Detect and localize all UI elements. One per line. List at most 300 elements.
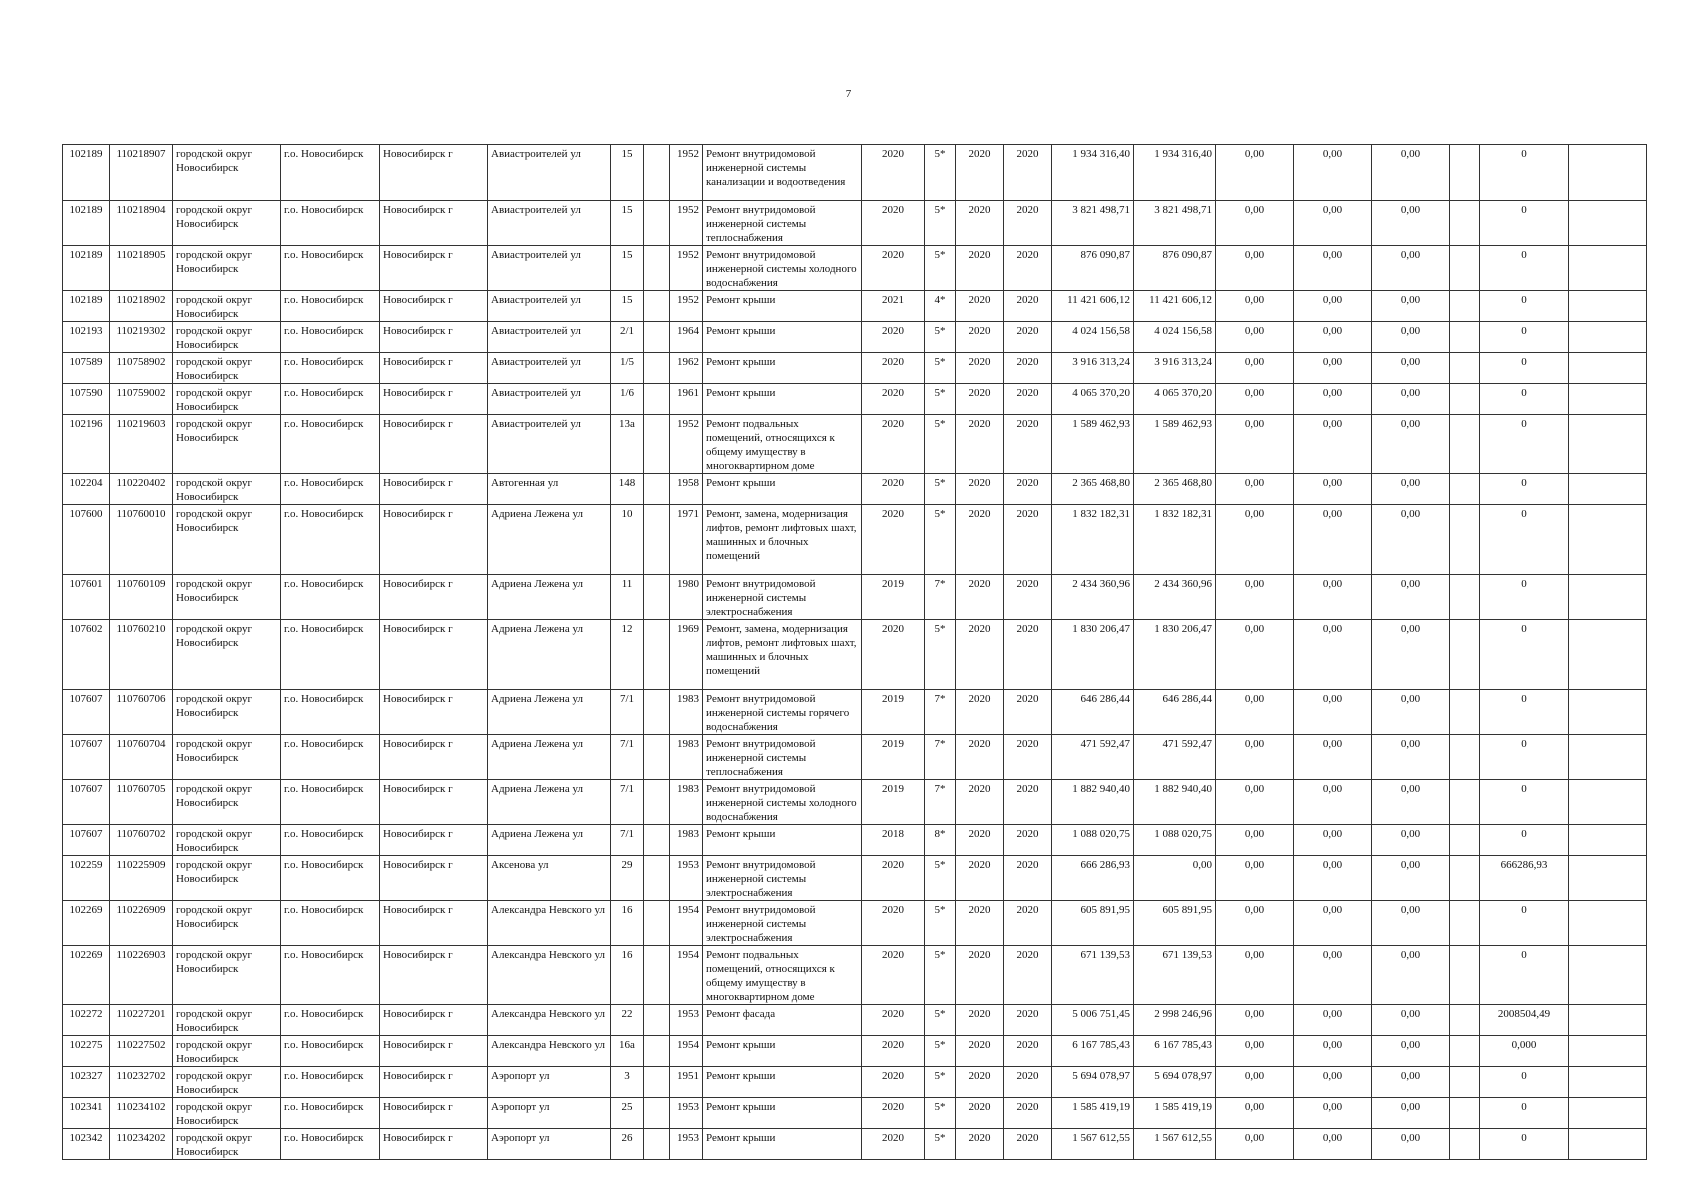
row-id-cell: 102189 bbox=[63, 201, 110, 246]
owner-funds-cell: 0,000 bbox=[1480, 1036, 1569, 1067]
object-code-cell: 110218907 bbox=[110, 145, 173, 201]
municipality-cell: г.о. Новосибирск bbox=[281, 575, 380, 620]
row-id-cell: 107590 bbox=[63, 384, 110, 415]
planned-year-cell: 2020 bbox=[862, 620, 925, 690]
federal-cost-cell: 0,00 bbox=[1216, 825, 1294, 856]
owner-funds-cell: 0 bbox=[1480, 201, 1569, 246]
municipality-cell: г.о. Новосибирск bbox=[281, 384, 380, 415]
municipality-cell: г.о. Новосибирск bbox=[281, 291, 380, 322]
building-cell bbox=[644, 201, 670, 246]
table-row bbox=[63, 1098, 1647, 1129]
house-number-cell: 1/5 bbox=[611, 353, 644, 384]
end-year-cell: 2020 bbox=[1004, 505, 1052, 575]
building-cell bbox=[644, 901, 670, 946]
building-cell bbox=[644, 780, 670, 825]
work-type-cell: Ремонт крыши bbox=[703, 1036, 862, 1067]
local-cost-cell: 0,00 bbox=[1372, 291, 1450, 322]
federal-cost-cell: 0,00 bbox=[1216, 1098, 1294, 1129]
object-code-cell: 110234202 bbox=[110, 1129, 173, 1160]
blank-cell bbox=[1450, 291, 1480, 322]
year-built-cell: 1952 bbox=[670, 246, 703, 291]
end-year-cell: 2020 bbox=[1004, 201, 1052, 246]
local-cost-cell: 0,00 bbox=[1372, 415, 1450, 474]
house-number-cell: 13а bbox=[611, 415, 644, 474]
municipality-cell: г.о. Новосибирск bbox=[281, 353, 380, 384]
local-cost-cell: 0,00 bbox=[1372, 946, 1450, 1005]
mark-cell: 7* bbox=[925, 780, 956, 825]
street-cell: Адриена Лежена ул bbox=[488, 575, 611, 620]
municipality-cell: г.о. Новосибирск bbox=[281, 735, 380, 780]
owner-funds-cell: 0 bbox=[1480, 291, 1569, 322]
house-number-cell: 148 bbox=[611, 474, 644, 505]
regional-cost-cell: 0,00 bbox=[1294, 246, 1372, 291]
owner-funds-cell: 2008504,49 bbox=[1480, 1005, 1569, 1036]
regional-cost-cell: 0,00 bbox=[1294, 505, 1372, 575]
municipality-cell: г.о. Новосибирск bbox=[281, 415, 380, 474]
row-id-cell: 102196 bbox=[63, 415, 110, 474]
blank-cell bbox=[1450, 415, 1480, 474]
object-code-cell: 110218904 bbox=[110, 201, 173, 246]
note-cell bbox=[1569, 1036, 1647, 1067]
year-built-cell: 1952 bbox=[670, 291, 703, 322]
federal-cost-cell: 0,00 bbox=[1216, 145, 1294, 201]
note-cell bbox=[1569, 856, 1647, 901]
district-cell: городской округ Новосибирск bbox=[173, 856, 281, 901]
blank-cell bbox=[1450, 1098, 1480, 1129]
local-cost-cell: 0,00 bbox=[1372, 1098, 1450, 1129]
planned-year-cell: 2020 bbox=[862, 474, 925, 505]
building-cell bbox=[644, 353, 670, 384]
end-year-cell: 2020 bbox=[1004, 1005, 1052, 1036]
blank-cell bbox=[1450, 1005, 1480, 1036]
federal-cost-cell: 0,00 bbox=[1216, 1036, 1294, 1067]
note-cell bbox=[1569, 322, 1647, 353]
blank-cell bbox=[1450, 1036, 1480, 1067]
end-year-cell: 2020 bbox=[1004, 1098, 1052, 1129]
blank-cell bbox=[1450, 575, 1480, 620]
federal-cost-cell: 0,00 bbox=[1216, 780, 1294, 825]
house-number-cell: 15 bbox=[611, 246, 644, 291]
row-id-cell: 107600 bbox=[63, 505, 110, 575]
municipality-cell: г.о. Новосибирск bbox=[281, 474, 380, 505]
street-cell: Аэропорт ул bbox=[488, 1098, 611, 1129]
end-year-cell: 2020 bbox=[1004, 474, 1052, 505]
fund-cost-cell: 1 882 940,40 bbox=[1134, 780, 1216, 825]
total-cost-cell: 3 821 498,71 bbox=[1052, 201, 1134, 246]
owner-funds-cell: 0 bbox=[1480, 620, 1569, 690]
mark-cell: 5* bbox=[925, 620, 956, 690]
note-cell bbox=[1569, 246, 1647, 291]
district-cell: городской округ Новосибирск bbox=[173, 946, 281, 1005]
regional-cost-cell: 0,00 bbox=[1294, 690, 1372, 735]
city-cell: Новосибирск г bbox=[380, 291, 488, 322]
blank-cell bbox=[1450, 353, 1480, 384]
owner-funds-cell: 0 bbox=[1480, 505, 1569, 575]
work-type-cell: Ремонт, замена, модернизация лифтов, ремонт лифтовых шахт, машинных и блочных помещений bbox=[703, 505, 862, 575]
work-type-cell: Ремонт внутридомовой инженерной системы холодного водоснабжения bbox=[703, 780, 862, 825]
regional-cost-cell: 0,00 bbox=[1294, 1129, 1372, 1160]
owner-funds-cell: 0 bbox=[1480, 735, 1569, 780]
object-code-cell: 110218902 bbox=[110, 291, 173, 322]
start-year-cell: 2020 bbox=[956, 145, 1004, 201]
regional-cost-cell: 0,00 bbox=[1294, 474, 1372, 505]
row-id-cell: 107602 bbox=[63, 620, 110, 690]
local-cost-cell: 0,00 bbox=[1372, 145, 1450, 201]
table-row bbox=[63, 474, 1647, 505]
fund-cost-cell: 605 891,95 bbox=[1134, 901, 1216, 946]
house-number-cell: 15 bbox=[611, 145, 644, 201]
blank-cell bbox=[1450, 246, 1480, 291]
building-cell bbox=[644, 1005, 670, 1036]
object-code-cell: 110218905 bbox=[110, 246, 173, 291]
city-cell: Новосибирск г bbox=[380, 246, 488, 291]
building-cell bbox=[644, 505, 670, 575]
federal-cost-cell: 0,00 bbox=[1216, 291, 1294, 322]
table-row bbox=[63, 145, 1647, 201]
street-cell: Адриена Лежена ул bbox=[488, 505, 611, 575]
federal-cost-cell: 0,00 bbox=[1216, 946, 1294, 1005]
end-year-cell: 2020 bbox=[1004, 1129, 1052, 1160]
object-code-cell: 110220402 bbox=[110, 474, 173, 505]
blank-cell bbox=[1450, 1129, 1480, 1160]
planned-year-cell: 2019 bbox=[862, 780, 925, 825]
total-cost-cell: 5 694 078,97 bbox=[1052, 1067, 1134, 1098]
mark-cell: 5* bbox=[925, 145, 956, 201]
street-cell: Адриена Лежена ул bbox=[488, 825, 611, 856]
total-cost-cell: 605 891,95 bbox=[1052, 901, 1134, 946]
end-year-cell: 2020 bbox=[1004, 780, 1052, 825]
start-year-cell: 2020 bbox=[956, 825, 1004, 856]
street-cell: Адриена Лежена ул bbox=[488, 620, 611, 690]
regional-cost-cell: 0,00 bbox=[1294, 384, 1372, 415]
total-cost-cell: 671 139,53 bbox=[1052, 946, 1134, 1005]
federal-cost-cell: 0,00 bbox=[1216, 201, 1294, 246]
row-id-cell: 102259 bbox=[63, 856, 110, 901]
regional-cost-cell: 0,00 bbox=[1294, 780, 1372, 825]
municipality-cell: г.о. Новосибирск bbox=[281, 505, 380, 575]
local-cost-cell: 0,00 bbox=[1372, 1036, 1450, 1067]
year-built-cell: 1971 bbox=[670, 505, 703, 575]
year-built-cell: 1958 bbox=[670, 474, 703, 505]
city-cell: Новосибирск г bbox=[380, 780, 488, 825]
federal-cost-cell: 0,00 bbox=[1216, 1129, 1294, 1160]
building-cell bbox=[644, 735, 670, 780]
city-cell: Новосибирск г bbox=[380, 505, 488, 575]
end-year-cell: 2020 bbox=[1004, 620, 1052, 690]
district-cell: городской округ Новосибирск bbox=[173, 1098, 281, 1129]
planned-year-cell: 2019 bbox=[862, 690, 925, 735]
district-cell: городской округ Новосибирск bbox=[173, 575, 281, 620]
house-number-cell: 22 bbox=[611, 1005, 644, 1036]
end-year-cell: 2020 bbox=[1004, 145, 1052, 201]
row-id-cell: 107607 bbox=[63, 690, 110, 735]
note-cell bbox=[1569, 1098, 1647, 1129]
year-built-cell: 1954 bbox=[670, 946, 703, 1005]
blank-cell bbox=[1450, 474, 1480, 505]
federal-cost-cell: 0,00 bbox=[1216, 620, 1294, 690]
house-number-cell: 26 bbox=[611, 1129, 644, 1160]
regional-cost-cell: 0,00 bbox=[1294, 1067, 1372, 1098]
year-built-cell: 1952 bbox=[670, 201, 703, 246]
house-number-cell: 15 bbox=[611, 291, 644, 322]
planned-year-cell: 2020 bbox=[862, 384, 925, 415]
city-cell: Новосибирск г bbox=[380, 353, 488, 384]
end-year-cell: 2020 bbox=[1004, 946, 1052, 1005]
table-row bbox=[63, 946, 1647, 1005]
municipality-cell: г.о. Новосибирск bbox=[281, 780, 380, 825]
planned-year-cell: 2020 bbox=[862, 322, 925, 353]
fund-cost-cell: 4 024 156,58 bbox=[1134, 322, 1216, 353]
regional-cost-cell: 0,00 bbox=[1294, 291, 1372, 322]
owner-funds-cell: 666286,93 bbox=[1480, 856, 1569, 901]
table-row bbox=[63, 246, 1647, 291]
municipality-cell: г.о. Новосибирск bbox=[281, 825, 380, 856]
municipality-cell: г.о. Новосибирск bbox=[281, 1005, 380, 1036]
total-cost-cell: 4 024 156,58 bbox=[1052, 322, 1134, 353]
note-cell bbox=[1569, 735, 1647, 780]
blank-cell bbox=[1450, 735, 1480, 780]
house-number-cell: 7/1 bbox=[611, 690, 644, 735]
mark-cell: 7* bbox=[925, 735, 956, 780]
row-id-cell: 102342 bbox=[63, 1129, 110, 1160]
building-cell bbox=[644, 620, 670, 690]
end-year-cell: 2020 bbox=[1004, 690, 1052, 735]
note-cell bbox=[1569, 690, 1647, 735]
year-built-cell: 1969 bbox=[670, 620, 703, 690]
row-id-cell: 102269 bbox=[63, 901, 110, 946]
house-number-cell: 3 bbox=[611, 1067, 644, 1098]
house-number-cell: 16а bbox=[611, 1036, 644, 1067]
federal-cost-cell: 0,00 bbox=[1216, 735, 1294, 780]
city-cell: Новосибирск г bbox=[380, 575, 488, 620]
start-year-cell: 2020 bbox=[956, 901, 1004, 946]
end-year-cell: 2020 bbox=[1004, 735, 1052, 780]
owner-funds-cell: 0 bbox=[1480, 474, 1569, 505]
table-row bbox=[63, 856, 1647, 901]
building-cell bbox=[644, 575, 670, 620]
object-code-cell: 110760109 bbox=[110, 575, 173, 620]
district-cell: городской округ Новосибирск bbox=[173, 246, 281, 291]
local-cost-cell: 0,00 bbox=[1372, 384, 1450, 415]
note-cell bbox=[1569, 825, 1647, 856]
total-cost-cell: 1 088 020,75 bbox=[1052, 825, 1134, 856]
regional-cost-cell: 0,00 bbox=[1294, 825, 1372, 856]
planned-year-cell: 2020 bbox=[862, 415, 925, 474]
street-cell: Александра Невского ул bbox=[488, 1005, 611, 1036]
table-row bbox=[63, 415, 1647, 474]
owner-funds-cell: 0 bbox=[1480, 1129, 1569, 1160]
object-code-cell: 110760705 bbox=[110, 780, 173, 825]
blank-cell bbox=[1450, 145, 1480, 201]
street-cell: Авиастроителей ул bbox=[488, 415, 611, 474]
work-type-cell: Ремонт подвальных помещений, относящихся к общему имуществу в многоквартирном доме bbox=[703, 946, 862, 1005]
end-year-cell: 2020 bbox=[1004, 291, 1052, 322]
regional-cost-cell: 0,00 bbox=[1294, 575, 1372, 620]
object-code-cell: 110226903 bbox=[110, 946, 173, 1005]
start-year-cell: 2020 bbox=[956, 1098, 1004, 1129]
total-cost-cell: 1 934 316,40 bbox=[1052, 145, 1134, 201]
city-cell: Новосибирск г bbox=[380, 384, 488, 415]
end-year-cell: 2020 bbox=[1004, 322, 1052, 353]
house-number-cell: 15 bbox=[611, 201, 644, 246]
start-year-cell: 2020 bbox=[956, 856, 1004, 901]
planned-year-cell: 2018 bbox=[862, 825, 925, 856]
federal-cost-cell: 0,00 bbox=[1216, 415, 1294, 474]
start-year-cell: 2020 bbox=[956, 1067, 1004, 1098]
city-cell: Новосибирск г bbox=[380, 474, 488, 505]
city-cell: Новосибирск г bbox=[380, 690, 488, 735]
building-cell bbox=[644, 246, 670, 291]
work-type-cell: Ремонт крыши bbox=[703, 1098, 862, 1129]
district-cell: городской округ Новосибирск bbox=[173, 901, 281, 946]
district-cell: городской округ Новосибирск bbox=[173, 735, 281, 780]
street-cell: Авиастроителей ул bbox=[488, 291, 611, 322]
object-code-cell: 110225909 bbox=[110, 856, 173, 901]
object-code-cell: 110760704 bbox=[110, 735, 173, 780]
regional-cost-cell: 0,00 bbox=[1294, 145, 1372, 201]
local-cost-cell: 0,00 bbox=[1372, 201, 1450, 246]
end-year-cell: 2020 bbox=[1004, 1036, 1052, 1067]
building-cell bbox=[644, 1036, 670, 1067]
object-code-cell: 110234102 bbox=[110, 1098, 173, 1129]
work-type-cell: Ремонт крыши bbox=[703, 474, 862, 505]
planned-year-cell: 2020 bbox=[862, 1098, 925, 1129]
federal-cost-cell: 0,00 bbox=[1216, 474, 1294, 505]
street-cell: Авиастроителей ул bbox=[488, 145, 611, 201]
local-cost-cell: 0,00 bbox=[1372, 825, 1450, 856]
mark-cell: 5* bbox=[925, 856, 956, 901]
start-year-cell: 2020 bbox=[956, 620, 1004, 690]
work-type-cell: Ремонт внутридомовой инженерной системы теплоснабжения bbox=[703, 201, 862, 246]
planned-year-cell: 2020 bbox=[862, 145, 925, 201]
fund-cost-cell: 1 589 462,93 bbox=[1134, 415, 1216, 474]
building-cell bbox=[644, 474, 670, 505]
object-code-cell: 110219603 bbox=[110, 415, 173, 474]
owner-funds-cell: 0 bbox=[1480, 384, 1569, 415]
municipality-cell: г.о. Новосибирск bbox=[281, 1036, 380, 1067]
work-type-cell: Ремонт подвальных помещений, относящихся к общему имуществу в многоквартирном доме bbox=[703, 415, 862, 474]
object-code-cell: 110760702 bbox=[110, 825, 173, 856]
work-type-cell: Ремонт крыши bbox=[703, 1067, 862, 1098]
year-built-cell: 1953 bbox=[670, 1005, 703, 1036]
street-cell: Авиастроителей ул bbox=[488, 201, 611, 246]
object-code-cell: 110227502 bbox=[110, 1036, 173, 1067]
building-cell bbox=[644, 384, 670, 415]
table-row bbox=[63, 825, 1647, 856]
local-cost-cell: 0,00 bbox=[1372, 474, 1450, 505]
row-id-cell: 102189 bbox=[63, 145, 110, 201]
end-year-cell: 2020 bbox=[1004, 246, 1052, 291]
fund-cost-cell: 11 421 606,12 bbox=[1134, 291, 1216, 322]
year-built-cell: 1983 bbox=[670, 735, 703, 780]
total-cost-cell: 646 286,44 bbox=[1052, 690, 1134, 735]
table-row bbox=[63, 780, 1647, 825]
district-cell: городской округ Новосибирск bbox=[173, 1005, 281, 1036]
local-cost-cell: 0,00 bbox=[1372, 620, 1450, 690]
start-year-cell: 2020 bbox=[956, 291, 1004, 322]
work-type-cell: Ремонт фасада bbox=[703, 1005, 862, 1036]
start-year-cell: 2020 bbox=[956, 246, 1004, 291]
work-type-cell: Ремонт внутридомовой инженерной системы электроснабжения bbox=[703, 856, 862, 901]
district-cell: городской округ Новосибирск bbox=[173, 384, 281, 415]
row-id-cell: 102327 bbox=[63, 1067, 110, 1098]
start-year-cell: 2020 bbox=[956, 1005, 1004, 1036]
house-number-cell: 7/1 bbox=[611, 735, 644, 780]
municipality-cell: г.о. Новосибирск bbox=[281, 946, 380, 1005]
note-cell bbox=[1569, 1067, 1647, 1098]
note-cell bbox=[1569, 384, 1647, 415]
street-cell: Аэропорт ул bbox=[488, 1067, 611, 1098]
start-year-cell: 2020 bbox=[956, 780, 1004, 825]
planned-year-cell: 2020 bbox=[862, 1036, 925, 1067]
note-cell bbox=[1569, 201, 1647, 246]
table-row bbox=[63, 1067, 1647, 1098]
fund-cost-cell: 1 832 182,31 bbox=[1134, 505, 1216, 575]
mark-cell: 5* bbox=[925, 415, 956, 474]
street-cell: Александра Невского ул bbox=[488, 1036, 611, 1067]
mark-cell: 7* bbox=[925, 575, 956, 620]
start-year-cell: 2020 bbox=[956, 505, 1004, 575]
owner-funds-cell: 0 bbox=[1480, 946, 1569, 1005]
start-year-cell: 2020 bbox=[956, 690, 1004, 735]
row-id-cell: 107601 bbox=[63, 575, 110, 620]
city-cell: Новосибирск г bbox=[380, 1036, 488, 1067]
planned-year-cell: 2020 bbox=[862, 856, 925, 901]
building-cell bbox=[644, 856, 670, 901]
total-cost-cell: 666 286,93 bbox=[1052, 856, 1134, 901]
planned-year-cell: 2020 bbox=[862, 946, 925, 1005]
end-year-cell: 2020 bbox=[1004, 575, 1052, 620]
fund-cost-cell: 646 286,44 bbox=[1134, 690, 1216, 735]
city-cell: Новосибирск г bbox=[380, 322, 488, 353]
local-cost-cell: 0,00 bbox=[1372, 901, 1450, 946]
note-cell bbox=[1569, 620, 1647, 690]
municipality-cell: г.о. Новосибирск bbox=[281, 690, 380, 735]
house-number-cell: 16 bbox=[611, 946, 644, 1005]
object-code-cell: 110760010 bbox=[110, 505, 173, 575]
federal-cost-cell: 0,00 bbox=[1216, 1067, 1294, 1098]
district-cell: городской округ Новосибирск bbox=[173, 1067, 281, 1098]
work-type-cell: Ремонт крыши bbox=[703, 353, 862, 384]
planned-year-cell: 2020 bbox=[862, 246, 925, 291]
planned-year-cell: 2019 bbox=[862, 735, 925, 780]
blank-cell bbox=[1450, 1067, 1480, 1098]
municipality-cell: г.о. Новосибирск bbox=[281, 620, 380, 690]
table-row bbox=[63, 353, 1647, 384]
federal-cost-cell: 0,00 bbox=[1216, 1005, 1294, 1036]
city-cell: Новосибирск г bbox=[380, 1005, 488, 1036]
owner-funds-cell: 0 bbox=[1480, 901, 1569, 946]
object-code-cell: 110760210 bbox=[110, 620, 173, 690]
district-cell: городской округ Новосибирск bbox=[173, 145, 281, 201]
page-number: 7 bbox=[845, 88, 852, 100]
year-built-cell: 1980 bbox=[670, 575, 703, 620]
year-built-cell: 1953 bbox=[670, 1129, 703, 1160]
house-number-cell: 12 bbox=[611, 620, 644, 690]
start-year-cell: 2020 bbox=[956, 1129, 1004, 1160]
object-code-cell: 110227201 bbox=[110, 1005, 173, 1036]
table-row bbox=[63, 291, 1647, 322]
city-cell: Новосибирск г bbox=[380, 620, 488, 690]
street-cell: Александра Невского ул bbox=[488, 946, 611, 1005]
building-cell bbox=[644, 946, 670, 1005]
fund-cost-cell: 671 139,53 bbox=[1134, 946, 1216, 1005]
total-cost-cell: 6 167 785,43 bbox=[1052, 1036, 1134, 1067]
start-year-cell: 2020 bbox=[956, 946, 1004, 1005]
table-body bbox=[63, 145, 1647, 1160]
regional-cost-cell: 0,00 bbox=[1294, 1036, 1372, 1067]
note-cell bbox=[1569, 946, 1647, 1005]
